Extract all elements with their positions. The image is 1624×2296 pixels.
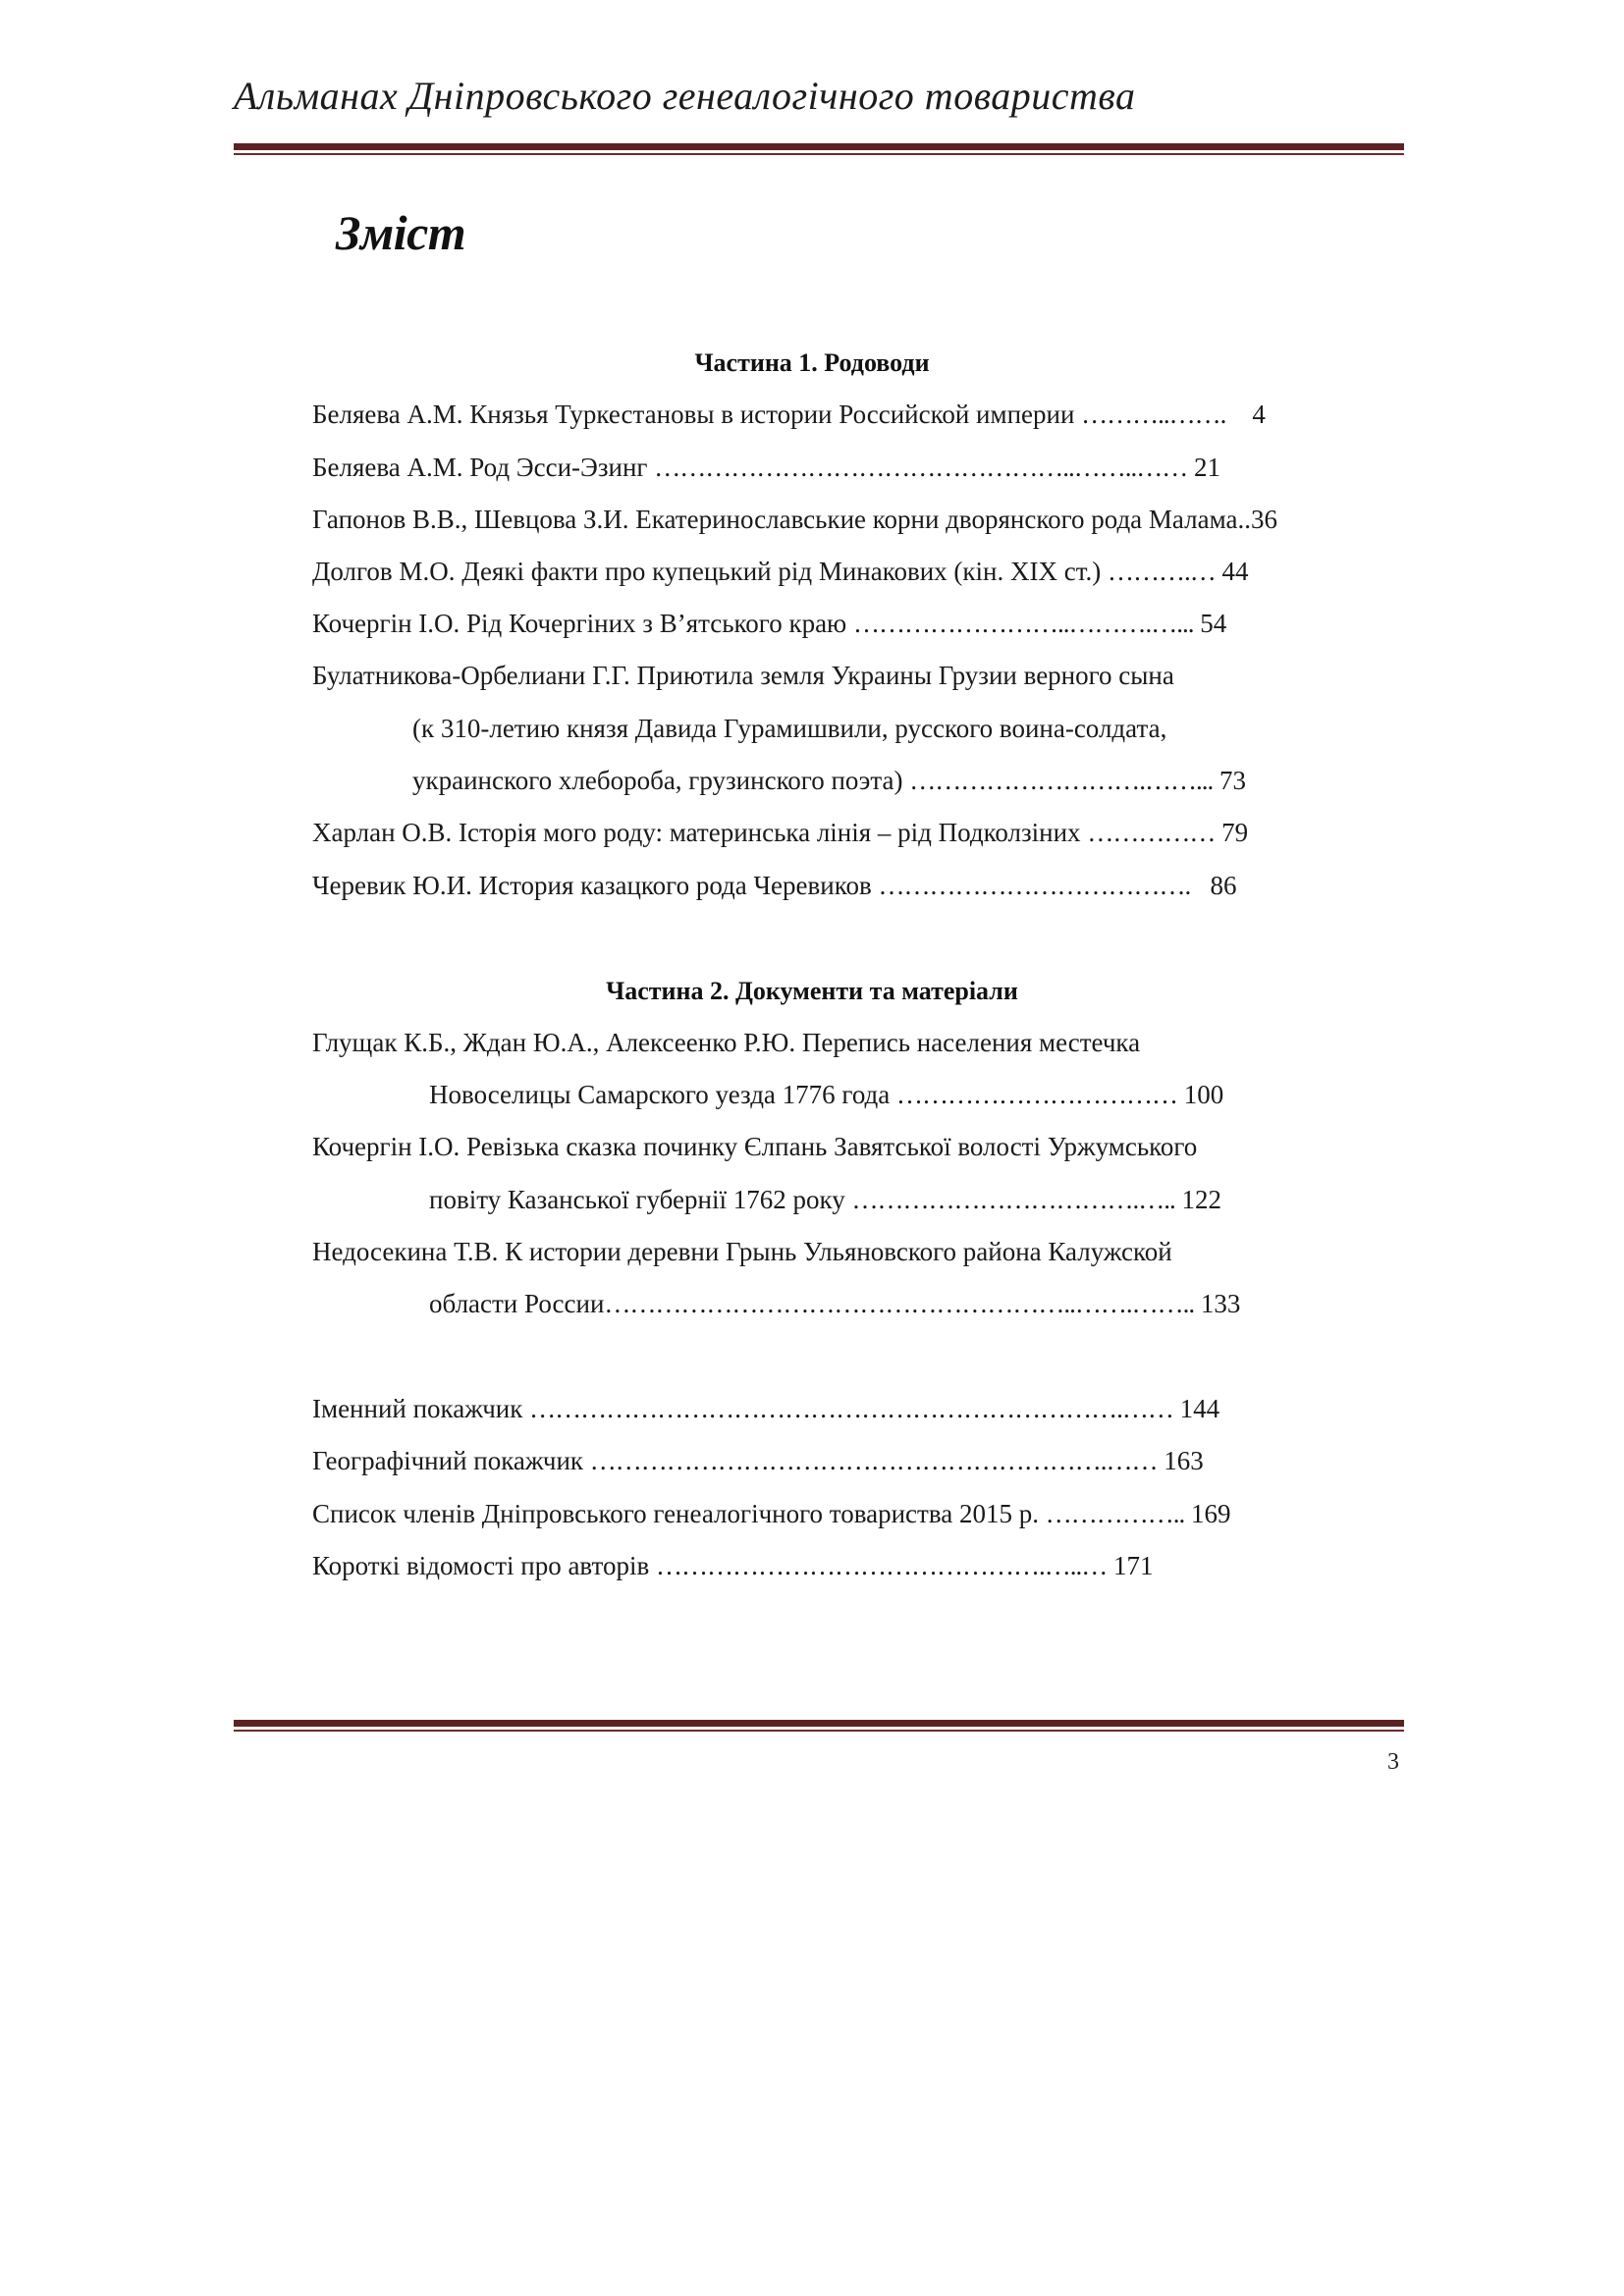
- toc-entry-continuation: [429, 1079, 1223, 1110]
- toc-leader: …………………………………………..……..……: [654, 453, 1188, 482]
- toc-leader: …………………………………………………….……: [589, 1446, 1158, 1475]
- toc-leader: ……………………………: [896, 1080, 1178, 1109]
- toc-leader: ………..…….: [1081, 400, 1226, 429]
- toc-entry: [312, 608, 1226, 639]
- toc-page-number: 171: [1112, 1551, 1154, 1580]
- toc-page-number: 169: [1190, 1499, 1231, 1528]
- toc-entry: [312, 399, 1266, 430]
- toc-entry: [312, 1236, 1172, 1267]
- toc-leader: …………………………….…..: [851, 1185, 1175, 1214]
- toc-entry-text: украинского хлебороба, грузинского поэта): [412, 766, 910, 795]
- toc-page-number: 21: [1194, 453, 1220, 482]
- header-rule: [234, 143, 1404, 155]
- page-title: Зміст: [336, 205, 466, 260]
- toc-entry-text: области России: [429, 1289, 605, 1318]
- toc-entry: [312, 1027, 1140, 1058]
- toc-page-number: 163: [1164, 1446, 1204, 1475]
- toc-entry: [312, 1393, 1219, 1424]
- toc-leader: …………………………………………………………….……: [529, 1394, 1173, 1423]
- toc-page-number: 36: [1250, 505, 1277, 534]
- toc-entry: [312, 660, 1174, 691]
- toc-page-number: 122: [1181, 1185, 1221, 1214]
- toc-leader: ……………………….……...: [909, 766, 1214, 795]
- toc-entry-text: Список членів Дніпровського генеалогічного товариства 2015 р.: [312, 1499, 1046, 1528]
- toc-page-number: 79: [1221, 818, 1249, 847]
- toc-entry-text: Долгов М.О. Деякі факти про купецький рід Минакових (кін. XIX ст.): [312, 557, 1108, 586]
- toc-entry: [312, 556, 1248, 587]
- toc-page-number: 54: [1200, 609, 1227, 638]
- toc-entry-continuation: [429, 1184, 1221, 1215]
- toc-page-number: 4: [1252, 400, 1266, 429]
- toc-leader: ……….…: [1107, 557, 1216, 586]
- toc-entry-text: Кочергін І.О. Ревізька сказка починку Єлпань Завятської волості Уржумського: [312, 1132, 1198, 1161]
- toc-page-number: 73: [1218, 766, 1246, 795]
- toc-leader: ……………………………….: [878, 871, 1191, 900]
- part-1-heading: Частина 1. Родоводи: [694, 348, 930, 377]
- toc-entry: [312, 1445, 1204, 1476]
- toc-leader: ……………………..……….…...: [852, 609, 1194, 638]
- running-header: Альманах Дніпровського генеалогічного товариства: [234, 74, 1136, 118]
- toc-entry-text: Булатникова-Орбелиани Г.Г. Приютила земля Украины Грузии верного сына: [312, 661, 1174, 690]
- toc-page-number: 44: [1221, 557, 1249, 586]
- toc-entry: [312, 452, 1220, 483]
- toc-entry-text: Новоселицы Самарского уезда 1776 года: [429, 1080, 897, 1109]
- toc-entry: [312, 504, 1277, 535]
- toc-entry: [312, 1131, 1197, 1162]
- toc-entry: [312, 817, 1248, 848]
- toc-page-number: 144: [1179, 1394, 1220, 1423]
- toc-entry-text: Недосекина Т.В. К истории деревни Грынь Ульяновского района Калужской: [312, 1237, 1172, 1266]
- toc-leader: ………………………………………………..…….……..: [604, 1289, 1195, 1318]
- toc-entry-text: Харлан О.В. Історія мого роду: материнська лінія – рід Подколзіних: [312, 818, 1088, 847]
- toc-entry: [312, 870, 1236, 901]
- toc-entry-text: Беляева А.М. Князья Туркестановы в истории Российской империи: [312, 400, 1082, 429]
- part-2-heading: Частина 2. Документи та матеріали: [606, 977, 1018, 1005]
- toc-entry-text: Гапонов В.В., Шевцова З.И. Екатеринославськие корни дворянского рода Малама..: [312, 505, 1251, 534]
- toc-entry-text: Беляева А.М. Род Эсси-Эзинг: [312, 453, 655, 482]
- toc-leader: ……………..: [1045, 1499, 1185, 1528]
- toc-entry: [312, 1550, 1153, 1581]
- toc-entry-text: Географічний покажчик: [312, 1446, 590, 1475]
- toc-leader: ……………: [1087, 818, 1216, 847]
- toc-entry-text: Черевик Ю.И. История казацкого рода Черевиков: [312, 871, 879, 900]
- toc-page-number: 86: [1210, 871, 1237, 900]
- toc-entry-text: Кочергін І.О. Рід Кочергіних з В’ятського краю: [312, 609, 853, 638]
- toc-page-number: 133: [1200, 1289, 1241, 1318]
- toc-entry: [312, 1498, 1230, 1529]
- toc-entry-text: повіту Казанської губернії 1762 року: [429, 1185, 852, 1214]
- footer-rule: [234, 1720, 1404, 1732]
- toc-entry-continuation: [412, 765, 1246, 796]
- toc-entry-text: Іменний покажчик: [312, 1394, 530, 1423]
- toc-entry-text: Глущак К.Б., Ждан Ю.А., Алексеенко Р.Ю. Перепись населения местечка: [312, 1028, 1141, 1057]
- toc-entry-continuation: [429, 1288, 1240, 1319]
- toc-leader: ……………………………………….…..…: [655, 1551, 1108, 1580]
- toc-entry-continuation: [412, 713, 1166, 744]
- toc-page-number: 100: [1183, 1080, 1224, 1109]
- toc-entry-text: Короткі відомості про авторів: [312, 1551, 656, 1580]
- page-number: 3: [1387, 1749, 1399, 1775]
- toc-entry-text: (к 310-летию князя Давида Гурамишвили, русского воина-солдата,: [412, 714, 1167, 743]
